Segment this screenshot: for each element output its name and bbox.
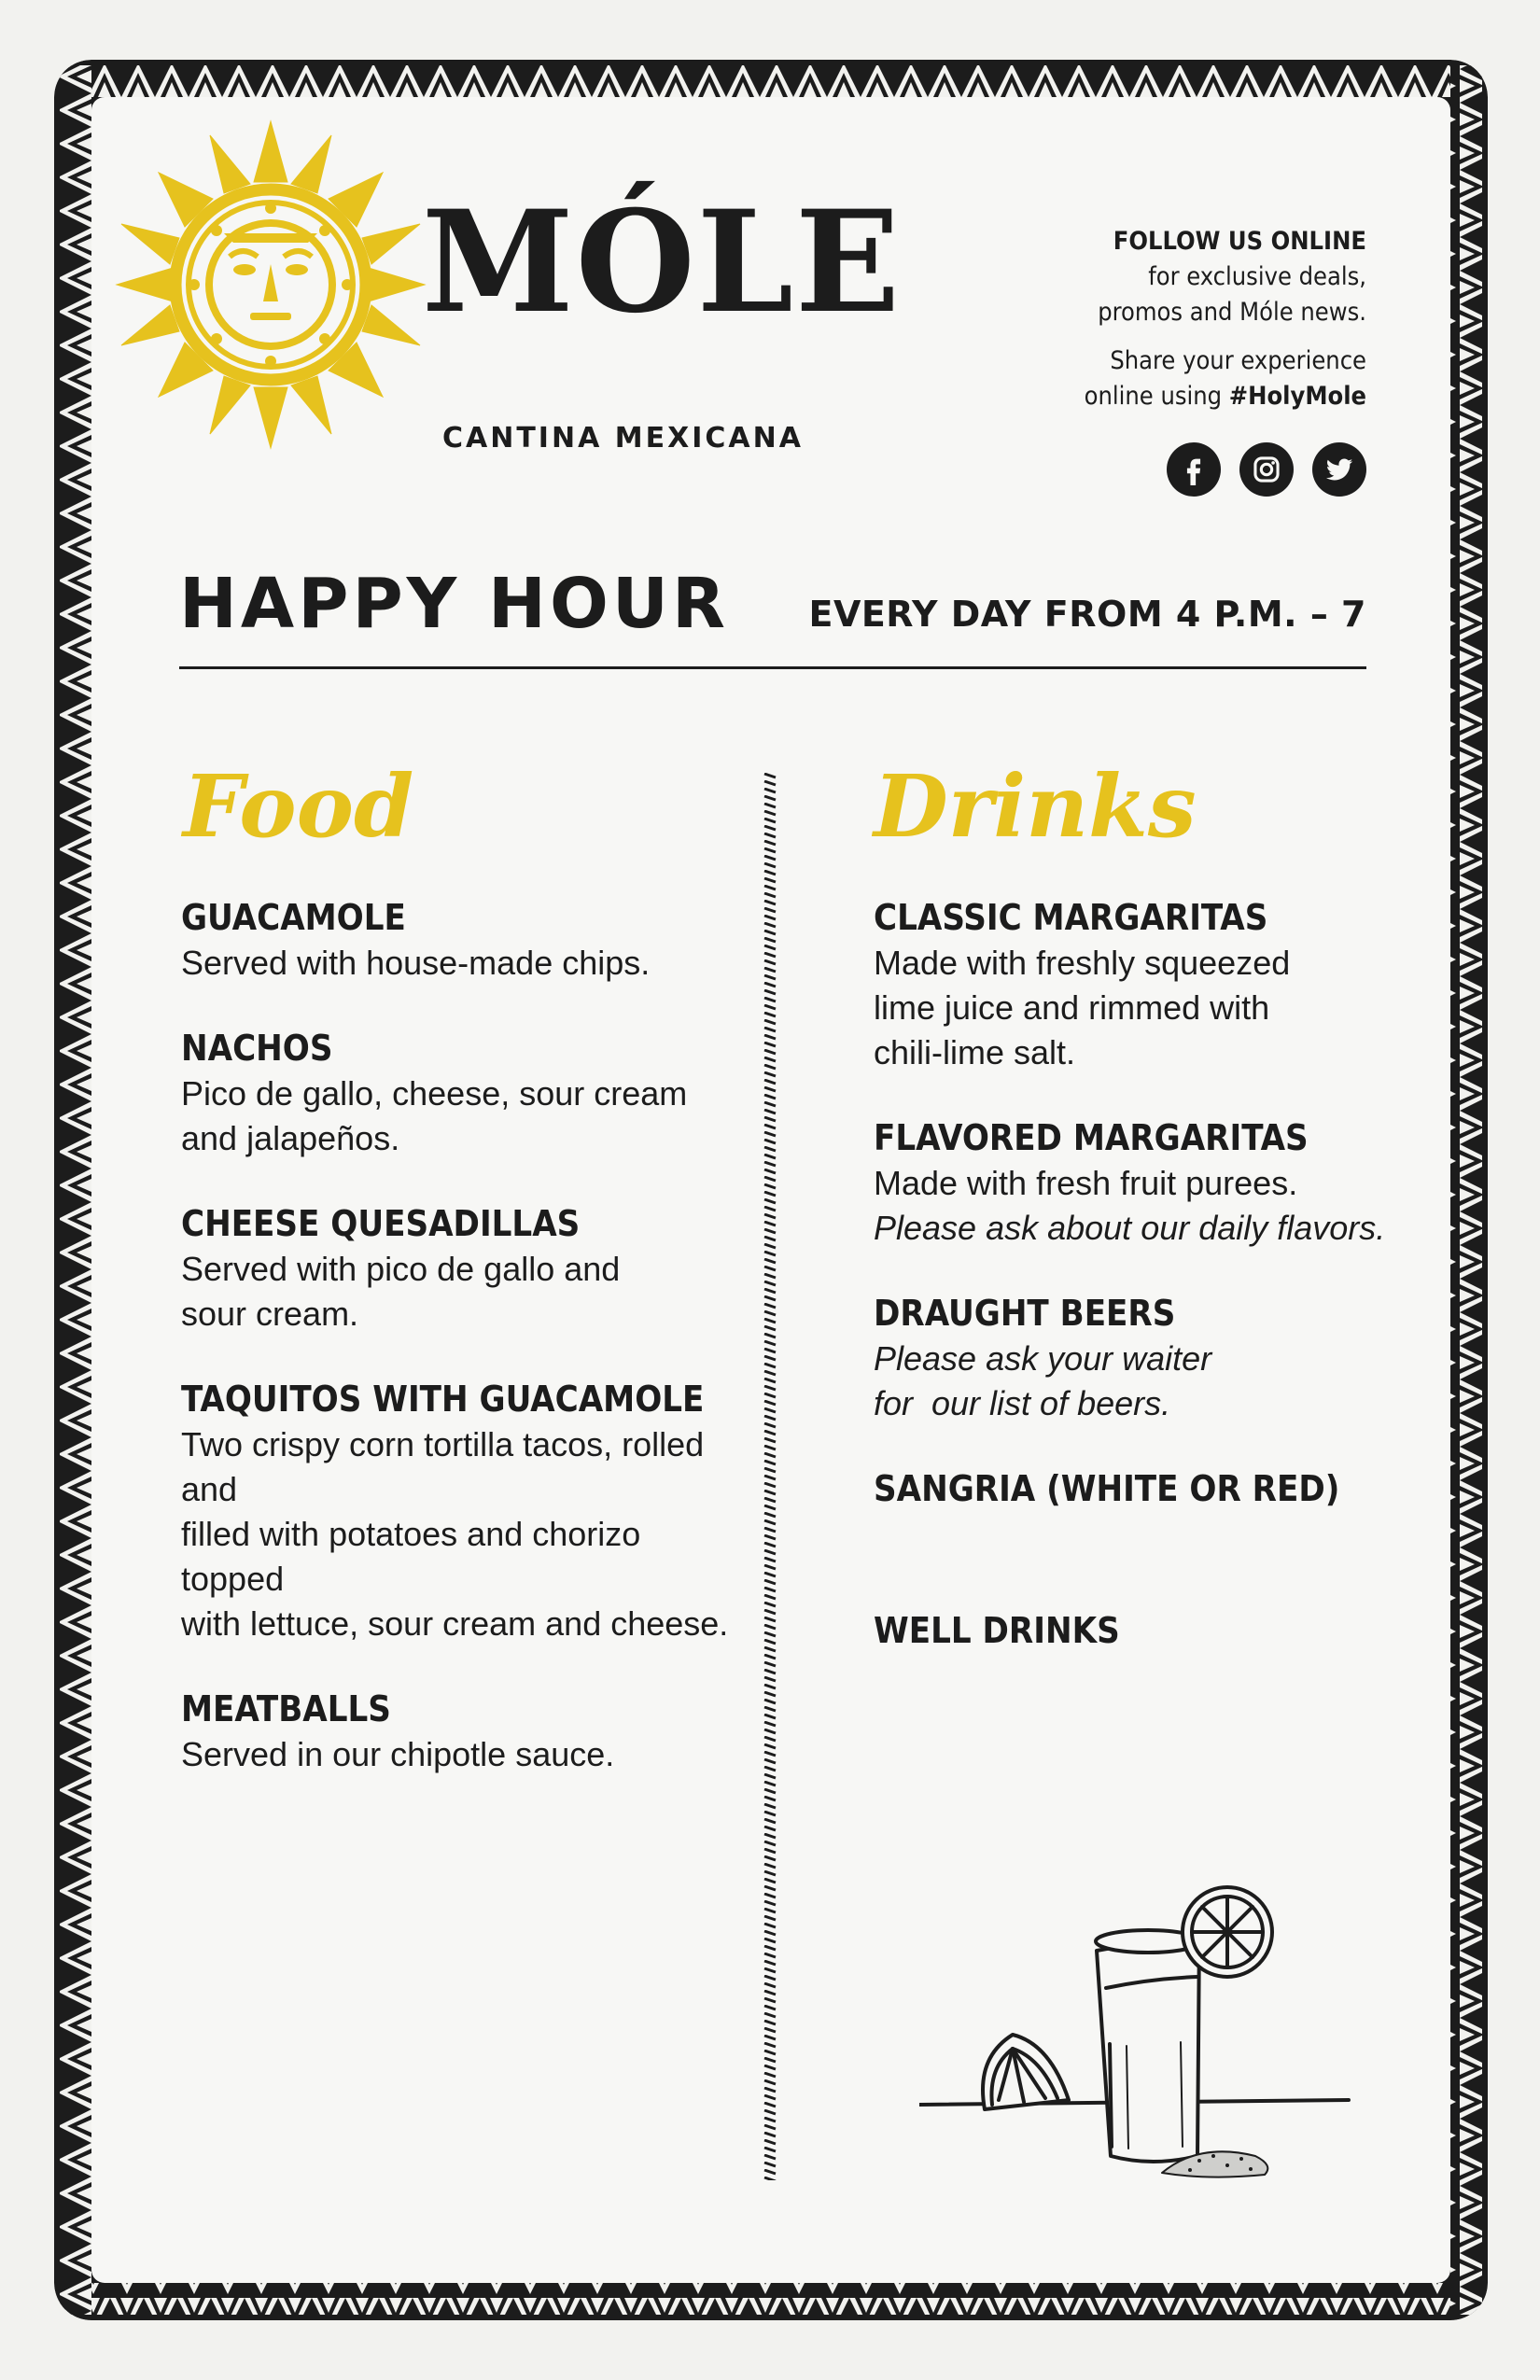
item-description xyxy=(181,1071,741,1161)
item-description xyxy=(874,1337,1434,1426)
item-description xyxy=(181,941,741,986)
menu-item-taquitos xyxy=(181,1376,741,1646)
item-name: FLAVORED MARGARITAS xyxy=(874,1117,1309,1158)
drinks-menu xyxy=(874,894,1434,1693)
social-icons xyxy=(1167,442,1366,497)
brand-name: MÓLE xyxy=(422,180,903,344)
item-name: WELL DRINKS xyxy=(874,1610,1120,1651)
hashtag-line xyxy=(1085,379,1366,414)
item-description xyxy=(874,1161,1434,1251)
item-name: SANGRIA (WHITE OR RED) xyxy=(874,1468,1340,1509)
desc-line: Served in our chipotle sauce. xyxy=(181,1735,615,1773)
follow-line-promos: promos and Móle news. xyxy=(1098,298,1366,327)
brand-tagline: CANTINA MEXICANA xyxy=(442,422,804,455)
desc-line: chili-lime salt. xyxy=(874,1033,1076,1071)
desc-line: Served with pico de gallo and xyxy=(181,1250,621,1288)
header-divider xyxy=(179,666,1366,669)
desc-line: and jalapeños. xyxy=(181,1119,400,1157)
happy-hour-title: HAPPY HOUR xyxy=(179,564,729,644)
follow-us-block xyxy=(1085,224,1366,414)
menu-item-sangria xyxy=(874,1465,1434,1512)
drinks-heading: Drinks xyxy=(874,756,1197,857)
item-description xyxy=(181,1422,741,1646)
food-menu xyxy=(181,894,741,1816)
desc-line: sour cream. xyxy=(181,1295,359,1333)
desc-line: lime juice and rimmed with xyxy=(874,988,1270,1027)
desc-note: Please ask about our daily flavors. xyxy=(874,1209,1386,1247)
desc-note: Please ask your waiter xyxy=(874,1339,1212,1378)
item-name: CLASSIC MARGARITAS xyxy=(874,897,1268,938)
instagram-icon[interactable] xyxy=(1239,442,1294,497)
happy-hour-schedule: EVERY DAY FROM 4 P.M. – 7 xyxy=(808,594,1366,635)
follow-line-deals: for exclusive deals, xyxy=(1148,262,1366,291)
desc-line: Served with house-made chips. xyxy=(181,944,651,982)
item-name: CHEESE QUESADILLAS xyxy=(181,1203,581,1244)
menu-item-cheese-quesadillas xyxy=(181,1200,741,1337)
item-name: DRAUGHT BEERS xyxy=(874,1293,1176,1334)
share-line: Share your experience xyxy=(1110,346,1366,375)
menu-item-draught-beers xyxy=(874,1290,1434,1426)
hashtag: #HolyMole xyxy=(1228,382,1366,411)
column-divider xyxy=(763,773,777,2180)
food-heading: Food xyxy=(183,756,414,857)
desc-line: Made with fresh fruit purees. xyxy=(874,1164,1298,1202)
item-name: MEATBALLS xyxy=(181,1688,391,1729)
desc-line: Made with freshly squeezed xyxy=(874,944,1291,982)
item-description xyxy=(874,941,1434,1075)
item-name: TAQUITOS WITH GUACAMOLE xyxy=(181,1379,705,1420)
menu-item-well-drinks xyxy=(874,1607,1434,1654)
item-description xyxy=(181,1732,741,1777)
item-name: GUACAMOLE xyxy=(181,897,406,938)
desc-line: filled with potatoes and chorizo topped xyxy=(181,1515,641,1598)
menu-item-flavored-margaritas xyxy=(874,1114,1434,1251)
menu-item-classic-margaritas xyxy=(874,894,1434,1075)
menu-item-guacamole xyxy=(181,894,741,986)
item-description xyxy=(181,1247,741,1337)
desc-line: with lettuce, sour cream and cheese. xyxy=(181,1604,729,1643)
margarita-glass-illustration-icon xyxy=(919,1876,1358,2184)
twitter-icon[interactable] xyxy=(1312,442,1366,497)
desc-line: Pico de gallo, cheese, sour cream xyxy=(181,1074,688,1113)
desc-note: for our list of beers. xyxy=(874,1384,1171,1422)
desc-line: Two crispy corn tortilla tacos, rolled and xyxy=(181,1425,705,1508)
menu-item-meatballs xyxy=(181,1686,741,1777)
hashtag-prefix: online using xyxy=(1084,382,1229,411)
menu-item-nachos xyxy=(181,1025,741,1161)
follow-heading: FOLLOW US ONLINE xyxy=(1113,227,1366,256)
sun-face-logo-icon xyxy=(93,98,448,471)
facebook-icon[interactable] xyxy=(1167,442,1221,497)
item-name: NACHOS xyxy=(181,1028,333,1069)
